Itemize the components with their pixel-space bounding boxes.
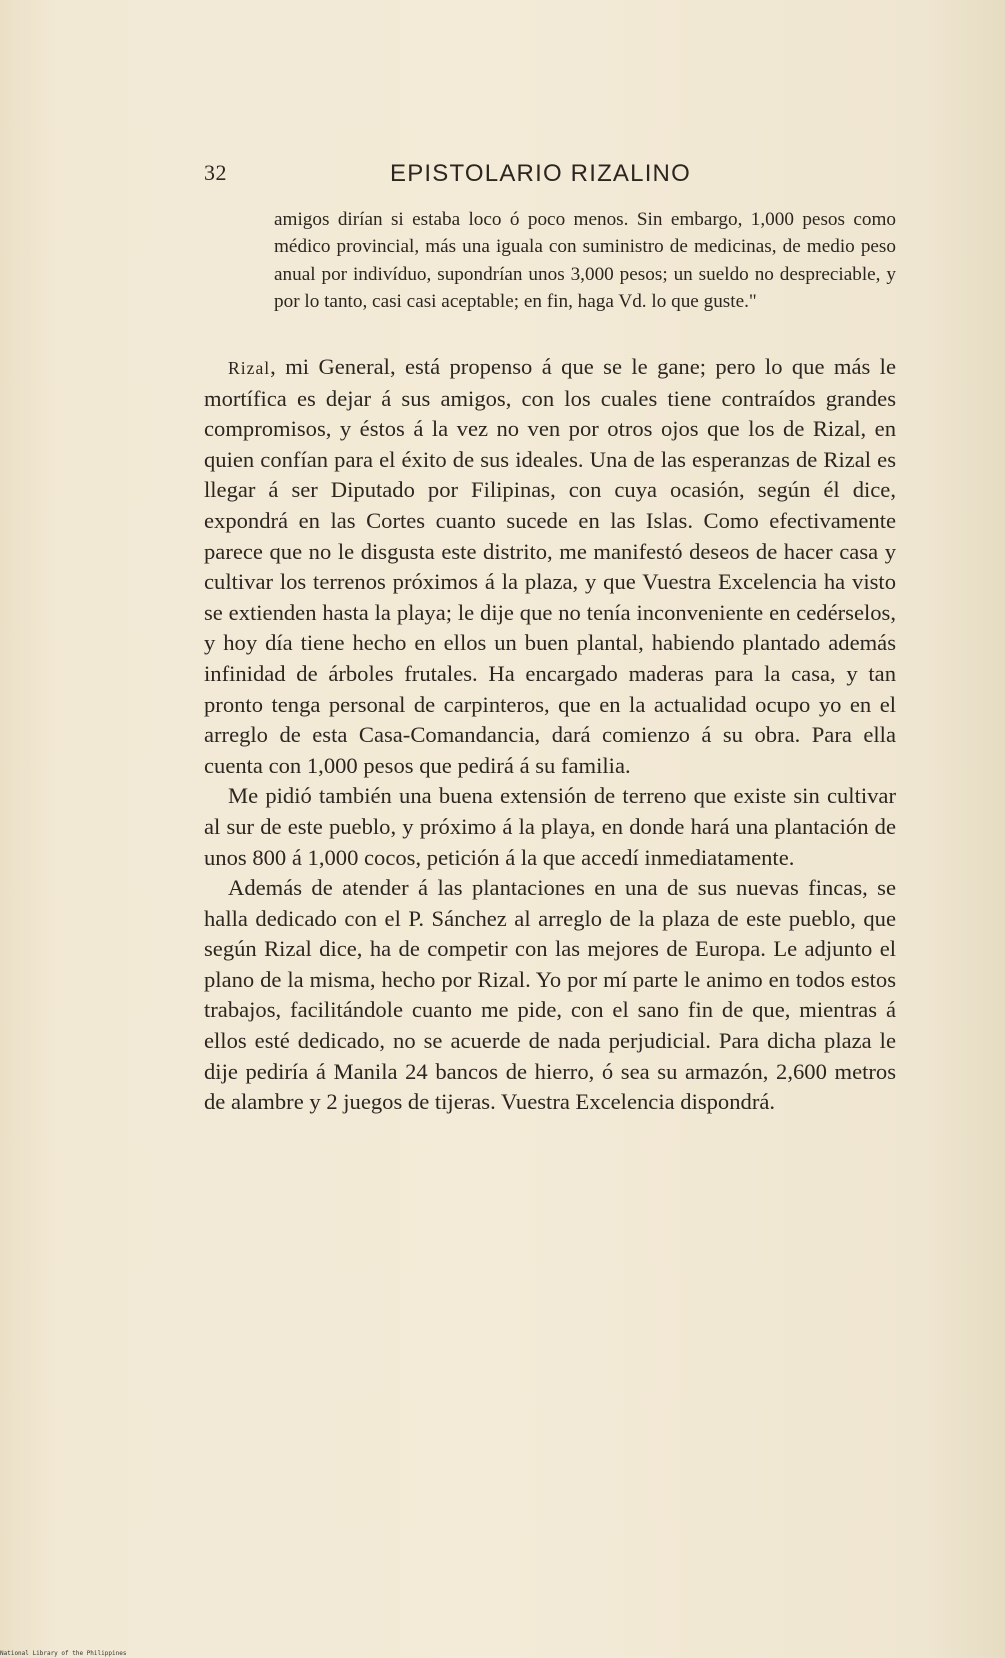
- paragraph-1-text: , mi General, está propenso á que se le gane; pero lo que más le mortífica es dejar á sus amigos, con los cuales tiene contraídos grandes compromisos, y éstos á la vez no ven por otros ojos que los de Rizal, en quien confían para el éxito de sus ideales. Una de las esperanzas de Rizal es llegar á ser Diputado por Filipinas, con cuya ocasión, según él dice, expondrá en las Cortes cuanto sucede en las Islas. Como efectivamente parece que no le disgusta este distrito, me manifestó deseos de hacer casa y cultivar los terrenos próximos á la plaza, y que Vuestra Excelencia ha visto se extienden hasta la playa; le dije que no tenía inconveniente en cedérselos, y hoy día tiene hecho en ellos un buen plantal, habiendo plantado además infinidad de árboles frutales. Ha encargado maderas para la casa, y tan pronto tenga personal de carpinteros, que en la actualidad ocupo yo en el arreglo de esta Casa-Comandancia, dará comienzo á su obra. Para ella cuenta con 1,000 pesos que pedirá á su familia.: [204, 354, 896, 778]
- library-footer-label: National Library of the Philippines: [0, 1650, 127, 1657]
- quote-paragraph: amigos dirían si estaba loco ó poco menos. Sin embargo, 1,000 pesos como médico provincial, más una iguala con suministro de medicinas, de medio peso anual por indivíduo, supondrían unos 3,000 pesos; un sueldo no despreciable, y por lo tanto, casi casi aceptable; en fin, haga Vd. lo que guste.": [274, 209, 896, 312]
- page-number: 32: [204, 160, 227, 185]
- quoted-passage: [274, 206, 896, 315]
- page-header: [204, 160, 844, 190]
- running-title: EPISTOLARIO RIZALINO: [390, 160, 691, 187]
- paragraph-3: Además de atender á las plantaciones en una de sus nuevas fincas, se halla dedicado con el P. Sánchez al arreglo de la plaza de este pueblo, que según Rizal dice, ha de competir con las mejores de Europa. Le adjunto el plano de la misma, hecho por Rizal. Yo por mí parte le animo en todos estos trabajos, facilitándole cuanto me pide, con el sano fin de que, mientras á ellos esté dedicado, no se acuerde de nada perjudicial. Para dicha plaza le dije pediría á Manila 24 bancos de hierro, ó sea su armazón, 2,600 metros de alambre y 2 juegos de tijeras. Vuestra Excelencia dispondrá.: [204, 875, 896, 1115]
- paragraph-2: Me pidió también una buena extensión de terreno que existe sin cultivar al sur de este pueblo, y próximo á la playa, en donde hará una plantación de unos 800 á 1,000 cocos, petición á la que accedí inmediatamente.: [204, 783, 896, 870]
- small-caps-name: Rizal: [228, 358, 271, 378]
- body-text: [204, 352, 896, 1118]
- paragraph-1: [204, 352, 896, 781]
